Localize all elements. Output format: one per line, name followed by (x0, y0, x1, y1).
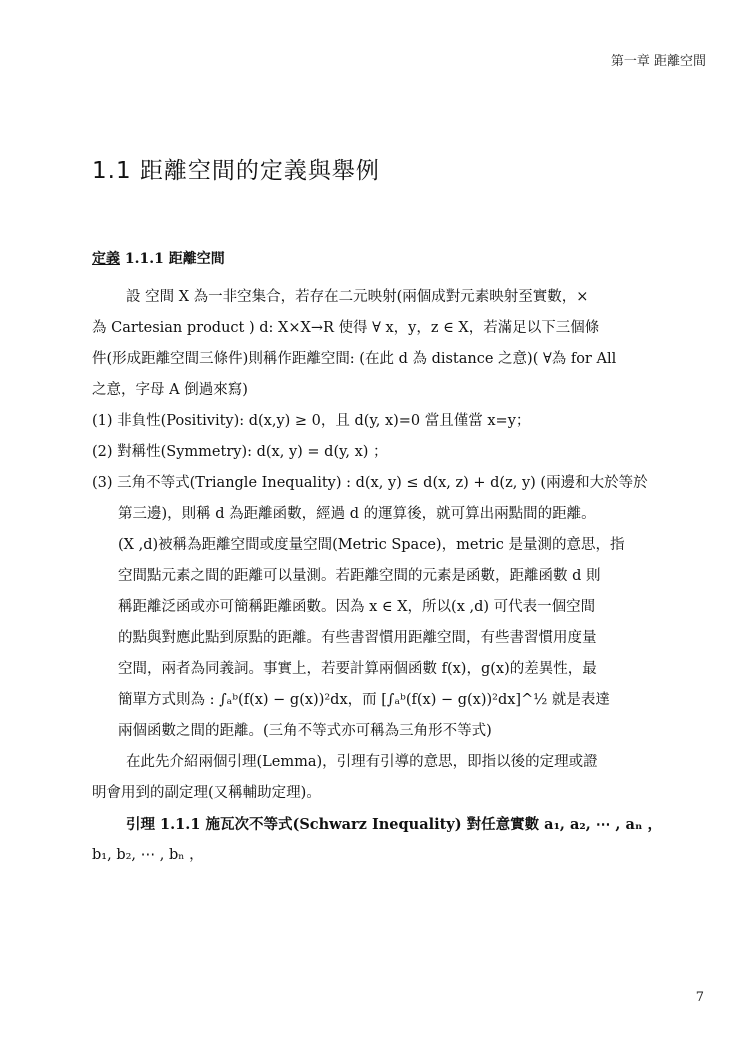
condition-2: (2) 對稱性(Symmetry): d(x, y) = d(y, x) ； (92, 444, 388, 460)
definition-number: 1.1.1 (124, 251, 164, 267)
paragraph-line: 件(形成距離空間三條件)則稱作距離空間: (在此 d 為 distance 之意)( ∀為 for All (92, 351, 617, 367)
condition-3-line: (X ,d)被稱為距離空間或度量空間(Metric Space)，metric 是量測的意思，指 (118, 537, 625, 553)
condition-3-line: 的點與對應此點到原點的距離。有些書習慣用距離空間，有些書習慣用度量 (118, 630, 597, 646)
paragraph-line: 之意，字母 A 倒過來寫) (92, 382, 248, 398)
condition-3-line: 兩個函數之間的距離。(三角不等式亦可稱為三角形不等式) (118, 723, 492, 739)
running-header: 第一章 距離空間 (610, 54, 706, 69)
condition-3-line: 第三邊)，則稱 d 為距離函數，經過 d 的運算後，就可算出兩點間的距離。 (118, 506, 596, 522)
condition-1: (1) 非負性(Positivity): d(x,y) ≥ 0，且 d(y, x)=0 當且僅當 x=y； (92, 413, 531, 429)
paragraph-line: 為 Cartesian product ) d: X×X→R 使得 ∀ x，y，z ∈ X，若滿足以下三個條 (92, 320, 600, 336)
page-number: 7 (695, 990, 704, 1005)
definition-label: 定義 (92, 251, 120, 267)
formula-line: 簡單方式則為 : ∫ₐᵇ(f(x) − g(x))²dx，而 [∫ₐᵇ(f(x) − g(x))²dx]^½ 就是表達 (118, 692, 610, 708)
lemma-line: b₁, b₂, ⋯ , bₙ ， (92, 847, 204, 863)
definition-heading (92, 248, 225, 268)
paragraph-line: 明會用到的副定理(又稱輔助定理)。 (92, 785, 321, 801)
paragraph-line: 設 空間 X 為一非空集合，若存在二元映射(兩個成對元素映射至實數，× (126, 289, 589, 305)
condition-3: (3) 三角不等式(Triangle Inequality) : d(x, y) ≤ d(x, z) + d(z, y) (兩邊和大於等於 (92, 475, 648, 491)
condition-3-line: 空間點元素之間的距離可以量測。若距離空間的元素是函數，距離函數 d 則 (118, 568, 601, 584)
condition-3-line: 空間，兩者為同義詞。事實上，若要計算兩個函數 f(x)，g(x)的差異性，最 (118, 661, 597, 677)
section-title: 1.1 距離空間的定義與舉例 (92, 158, 380, 184)
condition-3-line: 稱距離泛函或亦可簡稱距離函數。因為 x ∈ X，所以(x ,d) 可代表一個空間 (118, 599, 596, 615)
paragraph-line: 在此先介紹兩個引理(Lemma)，引理有引導的意思，即指以後的定理或證 (126, 754, 598, 770)
body-text (92, 282, 682, 871)
definition-name: 距離空間 (168, 251, 225, 267)
lemma-heading: 引理 1.1.1 施瓦次不等式(Schwarz Inequality) 對任意實數 a₁, a₂, ⋯ , aₙ ， (126, 816, 662, 833)
